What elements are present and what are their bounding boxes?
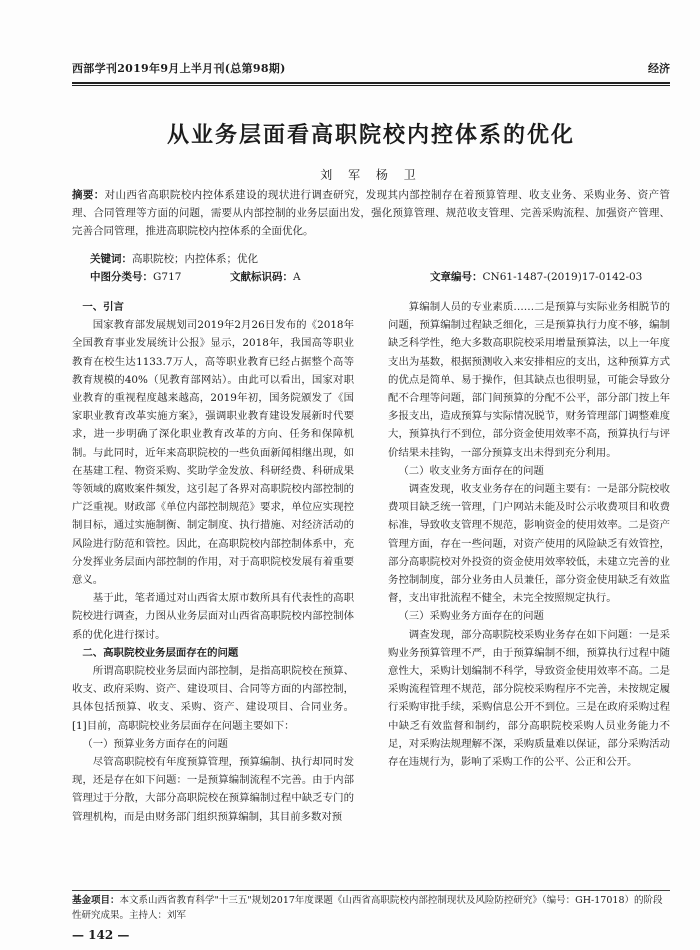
- abstract-label: 摘要：: [72, 189, 105, 201]
- footnote-rule: [72, 890, 670, 891]
- left-subsection-heading: （一）预算业务方面存在的问题: [82, 737, 228, 750]
- body-column-right: [388, 298, 670, 771]
- right-paragraph: [388, 626, 670, 772]
- left-paragraph-text: 尽管高职院校有年度预算管理，预算编制、执行却同时发现，还是存在如下问题：一是预算编制流程不完善。由于内部管理过于分散，大部分高职院校在预算编制过程中缺乏专门的管理机构，而是由财务部门组织预算编制，其目前多数对预: [72, 756, 354, 823]
- footnote-label: 基金项目：: [72, 895, 120, 906]
- classification-row: [90, 268, 670, 286]
- left-paragraph: [72, 662, 354, 735]
- left-paragraph: [72, 589, 354, 644]
- doc-code-value: A: [293, 271, 301, 283]
- right-paragraph-text: 调查发现，部分高职院校采购业务存在如下问题：一是采购业务预算管理不严，由于预算编制不细，预算执行过程中随意性大，采购计划编制不科学，导致资金使用效率不高。二是采购流程管理不规范，部分院校采购程序不完善，未按规定履行采购审批手续，采购信息公开不到位。三是在政府采购过程中缺乏有效监督和制约，部分高职院校采购人员业务能力不足，对采购法规理解不深，采购质量难以保证，部分采购活动存在违规行为，影响了采购工作的公平、公正和公开。: [388, 628, 670, 769]
- keywords-label: 关键词：: [90, 253, 132, 265]
- body-column-left: [72, 298, 354, 826]
- left-section-heading: 一、引言: [82, 301, 124, 313]
- header-rule-thin: [72, 85, 670, 86]
- right-subsection-heading: （三）采购业务方面存在的问题: [398, 610, 544, 623]
- section-name: 经济: [648, 62, 670, 75]
- keywords: [90, 250, 670, 268]
- left-paragraph-text: 国家教育部发展规划司2019年2月26日发布的《2018年全国教育事业发展统计公报》显示，2018年，我国高等职业教育在校生达1133.7万人，高等职业教育已经占据整个高等教育规模的40%（见教育部网站）。由此可以看出，国家对职业教育的重视程度越来越高，2019年初，国务院颁发了《国家职业教育改革实施方案》，强调职业教育建设发展新时代要求，进一步明确了深化职业教育改革的方向、任务和保障机制。与此同时，近年来高职院校的一些负面新闻相继出现，如在基建工程、物资采购、奖助学金发放、科研经费、科研成果等领域的腐败案件频发，这引起了各界对高职院校内部控制的广泛重视。财政部《单位内部控制规范》要求，单位应实现控制目标，通过实施制衡、制定制度、执行措施、对经济活动的风险进行防范和管控。因此，在高职院校内部控制体系中，充分发挥业务层面内部控制的作用，对于高职院校发展有着重要意义。: [72, 319, 354, 587]
- doc-code-label: 文献标识码：: [230, 271, 293, 283]
- clc-value: G717: [153, 271, 182, 283]
- right-paragraph: [388, 480, 670, 607]
- article-title: 从业务层面看高职院校内控体系的优化: [166, 122, 575, 148]
- journal-name: 西部学刊2019年9月上半月刊(总第98期): [72, 62, 286, 75]
- abstract: [72, 186, 670, 240]
- article-no-label: 文章编号：: [430, 271, 483, 283]
- funding-footnote: [72, 893, 670, 923]
- keywords-text: 高职院校；内控体系；优化: [132, 253, 258, 265]
- header-rule: [72, 82, 670, 84]
- running-header: [72, 60, 670, 78]
- left-section-heading: 二、高职院校业务层面存在的问题: [82, 646, 239, 659]
- left-paragraph-text: 基于此，笔者通过对山西省太原市数所具有代表性的高职院校进行调查，力图从业务层面对山西省高职院校内部控制体系的优化进行探讨。: [72, 592, 354, 641]
- right-paragraph-text: 调查发现，收支业务存在的问题主要有：一是部分院校收费项目缺乏统一管理，门户网站未能及时公示收费项目和收费标准，导致收支管理不规范，影响资金的使用效率。二是资产管理方面，存在一些问题，对资产使用的风险缺乏有效管控，部分高职院校对外投资的资金使用效率较低，未建立完善的业务控制制度，部分业务由人员兼任，部分资金使用缺乏有效监督，支出审批流程不健全，未完全按照规定执行。: [388, 483, 670, 605]
- right-paragraph: [388, 298, 670, 462]
- right-paragraph-text: 算编制人员的专业素质……二是预算与实际业务相脱节的问题，预算编制过程缺乏细化，三是预算执行力度不够，编制缺乏科学性，绝大多数高职院校采用增量预算法，以上一年度支出为基数，根据预测收入来安排相应的支出，这种预算方式的优点是简单、易于操作，但其缺点也很明显，可能会导致分配不合理等问题，部门间预算的分配不公平，部分部门按上年多报支出，造成预算与实际情况脱节，财务管理部门调整难度大，预算执行不到位，部分资金使用效率不高，预算执行与评价结果未挂钩，一部分预算支出未得到充分利用。: [388, 301, 670, 459]
- abstract-text: 对山西省高职院校内控体系建设的现状进行调查研究，发现其内部控制存在着预算管理、收支业务、采购业务、资产管理、合同管理等方面的问题，需要从内部控制的业务层面出发，强化预算管理、规范收支管理、完善采购流程、加强资产管理、完善合同管理，推进高职院校内控体系的全面优化。: [72, 189, 670, 237]
- clc-label: 中图分类号：: [90, 271, 153, 283]
- article-no-value: CN61-1487-(2019)17-0142-03: [482, 271, 643, 283]
- right-subsection-heading: （二）收支业务方面存在的问题: [398, 464, 544, 477]
- left-paragraph: [72, 316, 354, 589]
- left-paragraph-text: 所谓高职院校业务层面内部控制，是指高职院校在预算、收支、政府采购、资产、建设项目、合同等方面的内部控制，具体包括预算、收支、采购、资产、建设项目、合同业务。[1]目前，高职院校业务层面存在问题主要如下：: [72, 665, 354, 732]
- footnote-text: 本文系山西省教育科学"十三五"规划2017年度课题《山西省高职院校内部控制现状及风险防控研究》（编号：GH-17018）的阶段性研究成果。主持人：刘军: [72, 895, 663, 921]
- left-paragraph: [72, 753, 354, 826]
- article-authors: 刘 军 杨 卫: [320, 168, 422, 182]
- page-number: — 142 —: [72, 928, 130, 942]
